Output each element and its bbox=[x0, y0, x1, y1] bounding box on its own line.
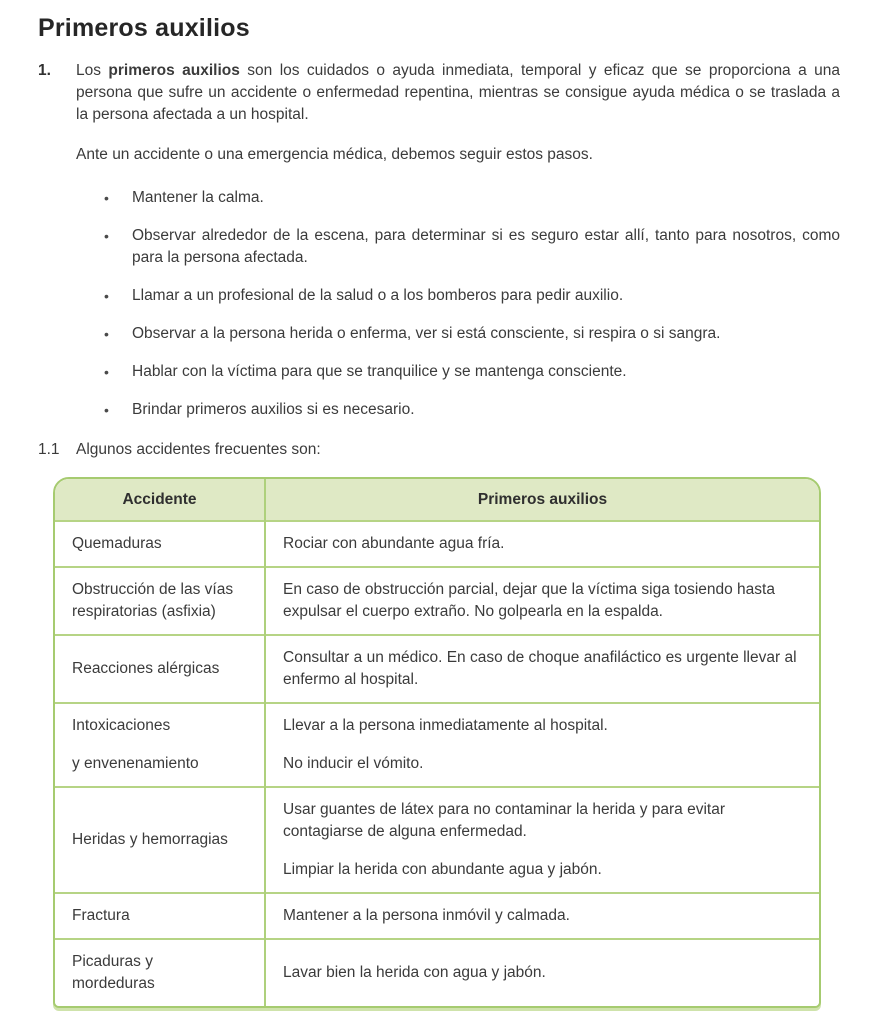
list-item bbox=[76, 285, 840, 307]
aid-text: Llevar a la persona inmediatamente al hospital. bbox=[283, 717, 608, 734]
column-header-accidente: Accidente bbox=[55, 479, 265, 521]
table-row bbox=[55, 521, 819, 567]
accident-name: Quemaduras bbox=[72, 535, 162, 552]
aid-text: Consultar a un médico. En caso de choque anafiláctico es urgente llevar al enfermo al hospital. bbox=[283, 649, 797, 688]
accident-name: Fractura bbox=[72, 907, 130, 924]
aid-text: No inducir el vómito. bbox=[283, 755, 424, 772]
steps-bullet-list bbox=[76, 187, 840, 421]
first-aid-table bbox=[53, 477, 821, 1008]
table-row bbox=[55, 893, 819, 939]
steps-intro-paragraph: Ante un accidente o una emergencia médica, debemos seguir estos pasos. bbox=[76, 146, 593, 163]
bullet-icon: • bbox=[104, 402, 109, 418]
step-text: Llamar a un profesional de la salud o a los bomberos para pedir auxilio. bbox=[132, 287, 624, 304]
aid-text: Lavar bien la herida con agua y jabón. bbox=[283, 964, 546, 981]
bullet-icon: • bbox=[104, 288, 109, 304]
table-row bbox=[55, 567, 819, 635]
bullet-icon: • bbox=[104, 326, 109, 342]
intro-rest: son los cuidados o ayuda inmediata, temporal y eficaz que se proporciona a una persona que sufre un accidente o enfermedad repentina, mientras se consigue ayuda médica o se traslada a la persona afectada a un hospital. bbox=[76, 62, 840, 123]
item-1-paragraph bbox=[76, 60, 840, 126]
step-text: Brindar primeros auxilios si es necesario. bbox=[132, 401, 415, 418]
list-item bbox=[76, 187, 840, 209]
aid-text: Usar guantes de látex para no contaminar la herida y para evitar contagiarse de alguna enfermedad. bbox=[283, 801, 725, 840]
intro-bold-term: primeros auxilios bbox=[108, 62, 240, 79]
table-row bbox=[55, 787, 819, 893]
bullet-icon: • bbox=[104, 364, 109, 380]
numbered-item-1-1 bbox=[38, 439, 840, 461]
table-header-row bbox=[55, 479, 819, 521]
bullet-icon: • bbox=[104, 228, 109, 244]
accident-name: Picaduras y mordeduras bbox=[72, 953, 155, 992]
item-number: 1. bbox=[38, 62, 51, 79]
table-row bbox=[55, 939, 819, 1006]
list-item bbox=[76, 361, 840, 383]
step-text: Observar alrededor de la escena, para determinar si es seguro estar allí, tanto para nosotros, como para la persona afectada. bbox=[132, 227, 840, 266]
item-number: 1.1 bbox=[38, 441, 60, 458]
page-title: Primeros auxilios bbox=[38, 14, 250, 42]
intro-prefix: Los bbox=[76, 62, 109, 79]
accident-name: Intoxicaciones bbox=[72, 717, 171, 734]
accident-name: Reacciones alérgicas bbox=[72, 660, 220, 677]
accident-name: Heridas y hemorragias bbox=[72, 831, 228, 848]
step-text: Mantener la calma. bbox=[132, 189, 264, 206]
list-item bbox=[76, 323, 840, 345]
step-text: Observar a la persona herida o enferma, ver si está consciente, si respira o si sangra. bbox=[132, 325, 721, 342]
table-row bbox=[55, 635, 819, 703]
accident-name: y envenenamiento bbox=[72, 755, 199, 772]
aid-text: En caso de obstrucción parcial, dejar que la víctima siga tosiendo hasta expulsar el cuerpo extraño. No golpearla en la espalda. bbox=[283, 581, 775, 620]
bullet-icon: • bbox=[104, 190, 109, 206]
numbered-item-1 bbox=[38, 60, 840, 126]
list-item bbox=[76, 399, 840, 421]
accident-name: Obstrucción de las vías respiratorias (asfixia) bbox=[72, 581, 234, 620]
step-text: Hablar con la víctima para que se tranquilice y se mantenga consciente. bbox=[132, 363, 627, 380]
table-row bbox=[55, 703, 819, 787]
aid-text: Rociar con abundante agua fría. bbox=[283, 535, 505, 552]
item-1-1-text: Algunos accidentes frecuentes son: bbox=[76, 441, 321, 458]
aid-text: Limpiar la herida con abundante agua y jabón. bbox=[283, 861, 602, 878]
list-item bbox=[76, 225, 840, 269]
aid-text: Mantener a la persona inmóvil y calmada. bbox=[283, 907, 570, 924]
column-header-primeros-auxilios: Primeros auxilios bbox=[265, 479, 819, 521]
